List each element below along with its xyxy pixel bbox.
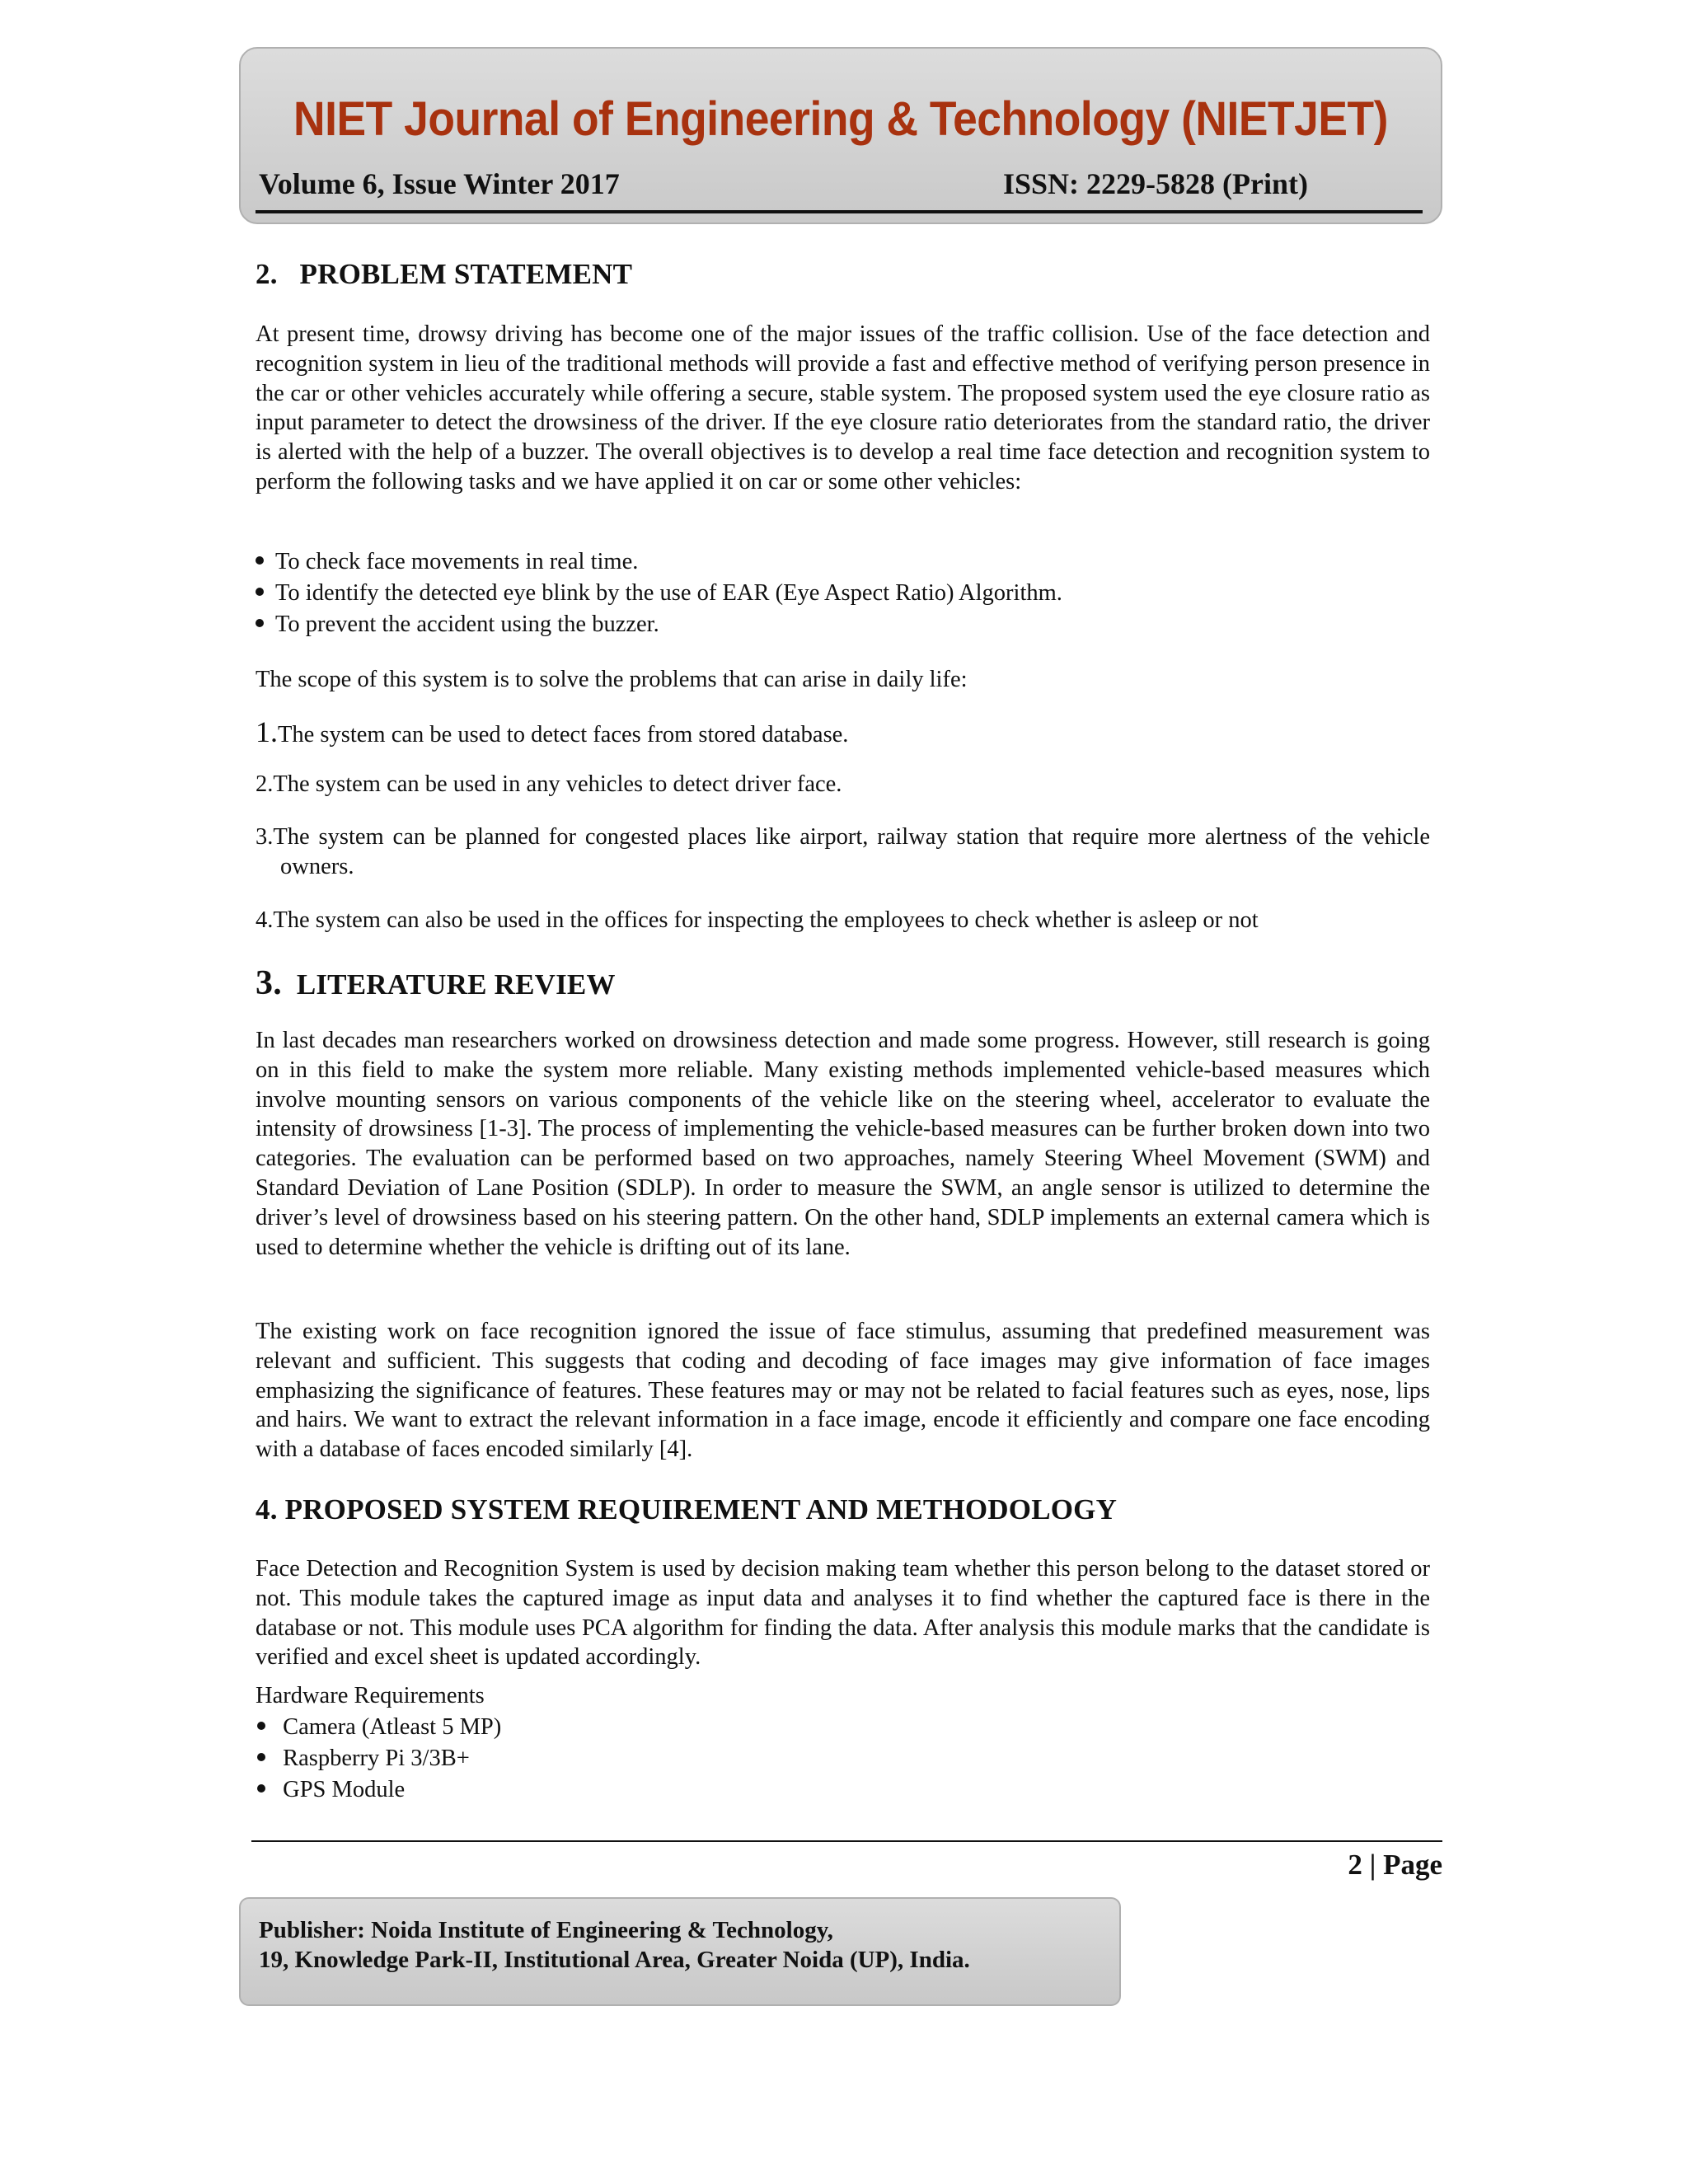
proposed-system-paragraph: Face Detection and Recognition System is used by decision making team whether this person belong to the dataset stored or not. This module takes the captured image as input data and analyses it to find whether the captured face is there in the database or not. This module uses PCA algorithm for finding the data. After analysis this module marks that the candidate is verified and excel sheet is updated accordingly. — [256, 1556, 1430, 1671]
bullet-icon — [256, 556, 264, 565]
journal-header — [239, 47, 1442, 224]
bullet-icon — [257, 1722, 265, 1730]
bullet-item: To identify the detected eye blink by the use of EAR (Eye Aspect Ratio) Algorithm. — [256, 579, 1062, 608]
section-heading-problem-statement — [256, 258, 632, 291]
section-title: LITERATURE REVIEW — [296, 968, 616, 1001]
publisher-name: Publisher: Noida Institute of Engineering & Technology, — [259, 1917, 833, 1943]
volume-issue: Volume 6, Issue Winter 2017 — [259, 167, 620, 200]
hardware-requirements-label: Hardware Requirements — [256, 1683, 485, 1708]
publisher-box — [239, 1897, 1121, 2006]
numbered-item: 3.The system can be planned for congested places like airport, railway station that require more alertness of the vehicle owners. — [256, 824, 1430, 879]
section-heading-proposed-system: 4. PROPOSED SYSTEM REQUIREMENT AND METHODOLOGY — [256, 1493, 1118, 1526]
section-number: 2. — [256, 258, 278, 290]
bullet-icon — [257, 1753, 265, 1761]
hardware-item: Camera (Atleast 5 MP) — [257, 1713, 501, 1742]
footer-divider — [251, 1840, 1442, 1842]
page-number: 2 | Page — [1348, 1849, 1442, 1881]
publisher-address: 19, Knowledge Park-II, Institutional Area, Greater Noida (UP), India. — [259, 1947, 970, 1973]
header-divider — [256, 210, 1423, 213]
section-heading-literature-review — [256, 963, 616, 1003]
issn: ISSN: 2229-5828 (Print) — [1003, 167, 1308, 200]
problem-statement-paragraph: At present time, drowsy driving has become one of the major issues of the traffic collision. Use of the face detection and recognition system in lieu of the traditional methods will provide a fast and effective method of verifying person presence in the car or other vehicles accurately while offering a secure, stable system. The proposed system used the eye closure ratio as input parameter to detect the drowsiness of the driver. If the eye closure ratio deteriorates from the standard ratio, the driver is alerted with the help of a buzzer. The overall objectives is to develop a real time face detection and recognition system to perform the following tasks and we have applied it on car or some other vehicles: — [256, 321, 1430, 494]
section-number: 3. — [256, 964, 282, 1002]
hardware-item: GPS Module — [257, 1775, 405, 1805]
numbered-item: 4.The system can also be used in the offices for inspecting the employees to check whether is asleep or not — [256, 907, 1259, 933]
scope-sentence: The scope of this system is to solve the problems that can arise in daily life: — [256, 667, 968, 692]
literature-review-paragraph-2: The existing work on face recognition ignored the issue of face stimulus, assuming that predefined measurement was relevant and sufficient. This suggests that coding and decoding of face images may give information of face images emphasizing the significance of features. These features may or may not be related to facial features such as eyes, nose, lips and hairs. We want to extract the relevant information in a face image, encode it efficiently and compare one face encoding with a database of faces encoded similarly [4]. — [256, 1319, 1430, 1463]
bullet-item: To check face movements in real time. — [256, 547, 638, 577]
journal-title: NIET Journal of Engineering & Technology (NIETJET) — [293, 92, 1388, 146]
numbered-item: 1.The system can be used to detect faces from stored database. — [256, 715, 849, 748]
section-title: PROBLEM STATEMENT — [299, 258, 633, 290]
hardware-item: Raspberry Pi 3/3B+ — [257, 1744, 470, 1774]
bullet-icon — [256, 619, 264, 627]
bullet-icon — [256, 588, 264, 596]
literature-review-paragraph-1: In last decades man researchers worked on drowsiness detection and made some progress. However, still research is going on in this field to make the system more reliable. Many existing methods implemented vehicle-based measures which involve mounting sensors on various components of the vehicle like on the steering wheel, accelerator to evaluate the intensity of drowsiness [1-3]. The process of implementing the vehicle-based measures can be further broken down into two categories. The evaluation can be performed based on two approaches, namely Steering Wheel Movement (SWM) and Standard Deviation of Lane Position (SDLP). In order to measure the SWM, an angle sensor is utilized to determine the driver’s level of drowsiness based on his steering pattern. On the other hand, SDLP implements an external camera which is used to determine whether the vehicle is drifting out of its lane. — [256, 1028, 1430, 1260]
numbered-item: 2.The system can be used in any vehicles to detect driver face. — [256, 771, 842, 797]
bullet-item: To prevent the accident using the buzzer. — [256, 610, 659, 640]
bullet-icon — [257, 1784, 265, 1793]
